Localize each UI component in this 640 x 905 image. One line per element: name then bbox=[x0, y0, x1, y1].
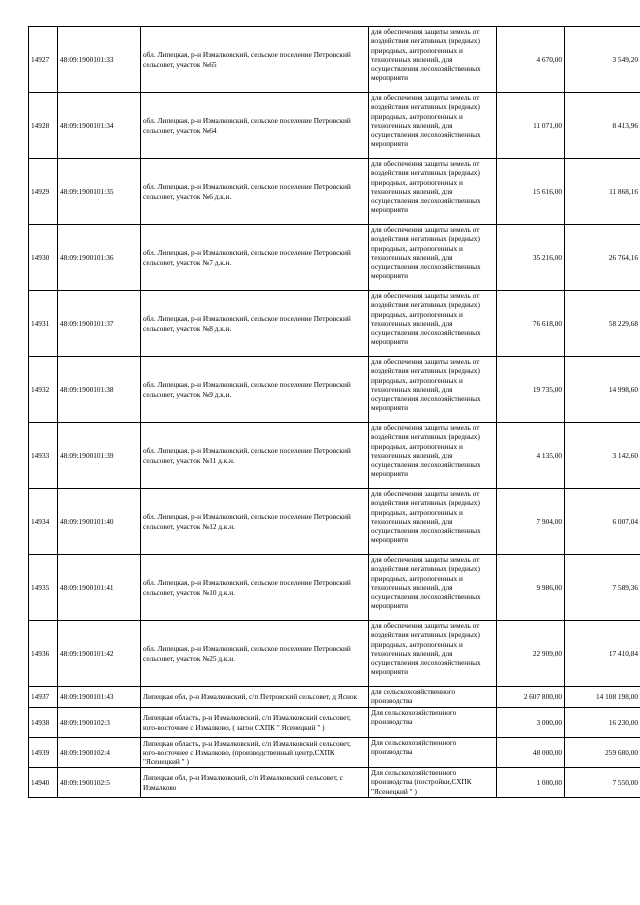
table-row bbox=[29, 225, 640, 291]
cell-value: 26 764,16 bbox=[565, 225, 640, 291]
land-plots-table bbox=[28, 26, 640, 798]
cell-value: 259 680,00 bbox=[565, 738, 640, 768]
cell-area: 4 670,00 bbox=[497, 27, 565, 93]
cell-addr: Липецкая область, р-н Измалковский, с/п Измалковский сельсовет, юго-восточнее с Измалково, (производственный центр,СХПК "Ясенецкий " ) bbox=[141, 738, 369, 768]
cell-purpose: Для сельскохозяйственного производства (постройки,СХПК "Ясенецкий " ) bbox=[369, 768, 497, 798]
table-row bbox=[29, 423, 640, 489]
cell-value: 3 142,60 bbox=[565, 423, 640, 489]
cell-num: 14935 bbox=[29, 555, 58, 621]
cell-num: 14928 bbox=[29, 93, 58, 159]
cell-cad: 48:09:1900101:36 bbox=[58, 225, 141, 291]
cell-addr: обл. Липецкая, р-н Измалковский, сельское поселение Петровский сельсовет, участок №65 bbox=[141, 27, 369, 93]
table-row bbox=[29, 738, 640, 768]
cell-addr: обл. Липецкая, р-н Измалковский, сельское поселение Петровский сельсовет, участок №7 д.к.н. bbox=[141, 225, 369, 291]
cell-purpose: для сельскохозяйственного производства bbox=[369, 687, 497, 708]
cell-purpose: для обеспечения защиты земель от воздействия негативных (вредных) природных, антропогенных и техногенных явлений, для осуществления лесохозяйственных мероприяти bbox=[369, 423, 497, 489]
cell-area: 1 000,00 bbox=[497, 768, 565, 798]
cell-area: 76 618,00 bbox=[497, 291, 565, 357]
cell-cad: 48:09:1900101:38 bbox=[58, 357, 141, 423]
cell-cad: 48:09:1900101:37 bbox=[58, 291, 141, 357]
cell-area: 35 216,00 bbox=[497, 225, 565, 291]
cell-purpose: для обеспечения защиты земель от воздействия негативных (вредных) природных, антропогенных и техногенных явлений, для осуществления лесохозяйственных мероприяти bbox=[369, 159, 497, 225]
cell-addr: обл. Липецкая, р-н Измалковский, сельское поселение Петровский сельсовет, участок №11 д.к.н. bbox=[141, 423, 369, 489]
cell-value: 3 549,20 bbox=[565, 27, 640, 93]
cell-num: 14937 bbox=[29, 687, 58, 708]
cell-num: 14940 bbox=[29, 768, 58, 798]
cell-area: 11 071,00 bbox=[497, 93, 565, 159]
table-row bbox=[29, 291, 640, 357]
cell-num: 14933 bbox=[29, 423, 58, 489]
cell-purpose: для обеспечения защиты земель от воздействия негативных (вредных) природных, антропогенных и техногенных явлений, для осуществления лесохозяйственных мероприяти bbox=[369, 225, 497, 291]
cell-purpose: для обеспечения защиты земель от воздействия негативных (вредных) природных, антропогенных и техногенных явлений, для осуществления лесохозяйственных мероприяти bbox=[369, 621, 497, 687]
cell-cad: 48:09:1900101:33 bbox=[58, 27, 141, 93]
cell-addr: обл. Липецкая, р-н Измалковский, сельское поселение Петровский сельсовет, участок №10 д.к.н. bbox=[141, 555, 369, 621]
cell-cad: 48:09:1900101:39 bbox=[58, 423, 141, 489]
table-row bbox=[29, 159, 640, 225]
cell-purpose: для обеспечения защиты земель от воздействия негативных (вредных) природных, антропогенных и техногенных явлений, для осуществления лесохозяйственных мероприяти bbox=[369, 291, 497, 357]
cell-num: 14938 bbox=[29, 708, 58, 738]
cell-addr: обл. Липецкая, р-н Измалковский, сельское поселение Петровский сельсовет, участок №64 bbox=[141, 93, 369, 159]
cell-area: 48 000,00 bbox=[497, 738, 565, 768]
cell-addr: Липецкая обл, р-н Измалковский, с/п Измалковский сельсовет, с Измалково bbox=[141, 768, 369, 798]
cell-purpose: для обеспечения защиты земель от воздействия негативных (вредных) природных, антропогенных и техногенных явлений, для осуществления лесохозяйственных мероприяти bbox=[369, 93, 497, 159]
cell-num: 14931 bbox=[29, 291, 58, 357]
cell-area: 22 909,00 bbox=[497, 621, 565, 687]
cell-value: 58 229,68 bbox=[565, 291, 640, 357]
cell-cad: 48:09:1900101:43 bbox=[58, 687, 141, 708]
cell-cad: 48:09:1900101:35 bbox=[58, 159, 141, 225]
cell-purpose: Для сельскохозяйственного производства bbox=[369, 738, 497, 768]
cell-value: 7 550,00 bbox=[565, 768, 640, 798]
table-row bbox=[29, 708, 640, 738]
cell-cad: 48:09:1900101:41 bbox=[58, 555, 141, 621]
table-body bbox=[29, 27, 640, 798]
cell-cad: 48:09:1900102:4 bbox=[58, 738, 141, 768]
cell-area: 4 135,00 bbox=[497, 423, 565, 489]
cell-num: 14939 bbox=[29, 738, 58, 768]
cell-value: 17 410,84 bbox=[565, 621, 640, 687]
table-row bbox=[29, 357, 640, 423]
cell-purpose: для обеспечения защиты земель от воздействия негативных (вредных) природных, антропогенных и техногенных явлений, для осуществления лесохозяйственных мероприяти bbox=[369, 489, 497, 555]
table-row bbox=[29, 27, 640, 93]
table-row bbox=[29, 768, 640, 798]
cell-addr: обл. Липецкая, р-н Измалковский, сельское поселение Петровский сельсовет, участок №9 д.к.н. bbox=[141, 357, 369, 423]
cell-addr: Липецкая обл, р-н Измалковский, с/п Петровский сельсовет, д Яснок bbox=[141, 687, 369, 708]
cell-value: 8 413,96 bbox=[565, 93, 640, 159]
cell-value: 16 230,00 bbox=[565, 708, 640, 738]
cell-area: 9 986,00 bbox=[497, 555, 565, 621]
cell-num: 14936 bbox=[29, 621, 58, 687]
cell-cad: 48:09:1900102:5 bbox=[58, 768, 141, 798]
cell-purpose: для обеспечения защиты земель от воздействия негативных (вредных) природных, антропогенных и техногенных явлений, для осуществления лесохозяйственных мероприяти bbox=[369, 357, 497, 423]
table-row bbox=[29, 489, 640, 555]
cell-num: 14930 bbox=[29, 225, 58, 291]
cell-addr: обл. Липецкая, р-н Измалковский, сельское поселение Петровский сельсовет, участок №25 д.к.н. bbox=[141, 621, 369, 687]
cell-value: 14 998,60 bbox=[565, 357, 640, 423]
cell-purpose: для обеспечения защиты земель от воздействия негативных (вредных) природных, антропогенных и техногенных явлений, для осуществления лесохозяйственных мероприяти bbox=[369, 27, 497, 93]
cell-value: 11 868,16 bbox=[565, 159, 640, 225]
cell-cad: 48:09:1900101:34 bbox=[58, 93, 141, 159]
cell-num: 14929 bbox=[29, 159, 58, 225]
cell-value: 14 108 198,00 bbox=[565, 687, 640, 708]
cell-area: 3 000,00 bbox=[497, 708, 565, 738]
cell-area: 2 607 800,00 bbox=[497, 687, 565, 708]
cell-area: 15 616,00 bbox=[497, 159, 565, 225]
cell-cad: 48:09:1900101:42 bbox=[58, 621, 141, 687]
table-row bbox=[29, 621, 640, 687]
cell-addr: Липецкая область, р-н Измалковский, с/п Измалковский сельсовет, юго-восточнее с Измалково, ( загон СХПК " Ясенецкий " ) bbox=[141, 708, 369, 738]
cell-area: 7 904,00 bbox=[497, 489, 565, 555]
cell-num: 14932 bbox=[29, 357, 58, 423]
table-row bbox=[29, 555, 640, 621]
cell-addr: обл. Липецкая, р-н Измалковский, сельское поселение Петровский сельсовет, участок №6 д.к.н. bbox=[141, 159, 369, 225]
table-row bbox=[29, 687, 640, 708]
cell-num: 14934 bbox=[29, 489, 58, 555]
cell-cad: 48:09:1900101:40 bbox=[58, 489, 141, 555]
cell-value: 6 007,04 bbox=[565, 489, 640, 555]
cell-purpose: для обеспечения защиты земель от воздействия негативных (вредных) природных, антропогенных и техногенных явлений, для осуществления лесохозяйственных мероприяти bbox=[369, 555, 497, 621]
cell-value: 7 589,36 bbox=[565, 555, 640, 621]
cell-area: 19 735,00 bbox=[497, 357, 565, 423]
cell-cad: 48:09:1900102:3 bbox=[58, 708, 141, 738]
cell-purpose: Для сельскохозяйственного производства bbox=[369, 708, 497, 738]
cell-addr: обл. Липецкая, р-н Измалковский, сельское поселение Петровский сельсовет, участок №8 д.к.н. bbox=[141, 291, 369, 357]
table-row bbox=[29, 93, 640, 159]
cell-addr: обл. Липецкая, р-н Измалковский, сельское поселение Петровский сельсовет, участок №12 д.к.н. bbox=[141, 489, 369, 555]
cell-num: 14927 bbox=[29, 27, 58, 93]
